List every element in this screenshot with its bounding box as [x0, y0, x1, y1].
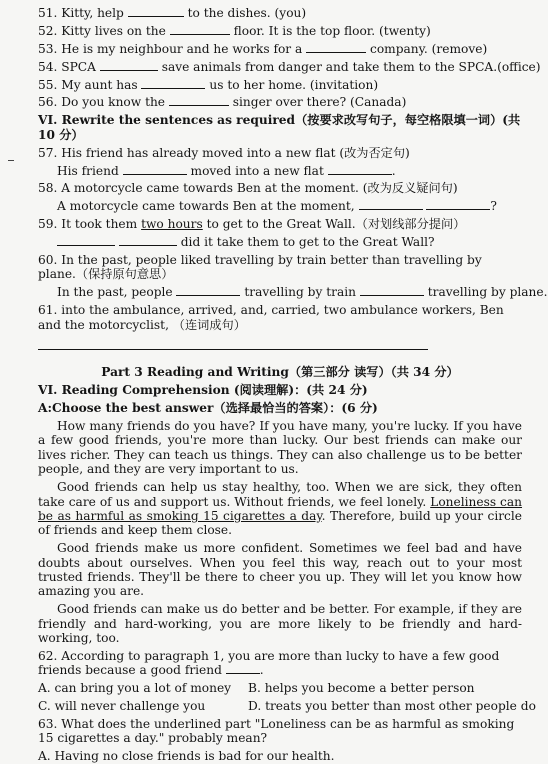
- underlined-part: Loneliness can be as harmful as smoking 15 cigarettes a day: [38, 494, 523, 523]
- part3-heading: Part 3 Reading and Writing（第三部分 读写）（共 34 分）: [101, 365, 459, 380]
- answer-blank[interactable]: [359, 199, 423, 210]
- answer-blank[interactable]: [57, 235, 115, 246]
- question-51: 51. Kitty, help to the dishes. (you): [38, 6, 307, 20]
- question-63-prompt: 63. What does the underlined part "Loneliness can be as harmful as smoking 15 cigarettes a day." probably mean?: [38, 717, 515, 746]
- question-52: 52. Kitty lives on the floor. It is the top floor. (twenty): [38, 23, 431, 38]
- section-heading-reading: VI. Reading Comprehension (阅读理解)：(共 24 分): [38, 383, 368, 398]
- option-b[interactable]: B. helps you become a better person: [248, 681, 475, 696]
- answer-blank[interactable]: [141, 78, 205, 89]
- question-61-prompt: 61. into the ambulance, arrived, and, carried, two ambulance workers, Ben and the motorcyclist, （连词成句）: [38, 303, 504, 332]
- section-heading-a: A:Choose the best answer（选择最恰当的答案）：(6 分): [38, 401, 378, 416]
- question-60-answer-line: In the past, people travelling by train travelling by plane.: [57, 285, 548, 300]
- answer-blank[interactable]: [306, 42, 366, 53]
- question-56: 56. Do you know the singer over there? (Canada): [38, 95, 407, 110]
- answer-blank[interactable]: [170, 24, 230, 35]
- answer-blank[interactable]: [123, 164, 187, 175]
- margin-mark: [8, 160, 14, 161]
- option-c[interactable]: C. will never challenge you: [38, 699, 206, 714]
- question-59-answer-line: did it take them to get to the Great Wall?: [38, 235, 522, 249]
- question-58-prompt: 58. A motorcycle came towards Ben at the moment. (改为反义疑问句): [38, 181, 458, 196]
- answer-line[interactable]: [38, 335, 428, 350]
- answer-blank[interactable]: [176, 285, 240, 296]
- question-62-options-row-2: [38, 699, 536, 714]
- question-58-answer-line: A motorcycle came towards Ben at the moment, ?: [57, 199, 497, 214]
- question-59-prompt: 59. It took them two hours to get to the Great Wall.（对划线部分提问）: [38, 217, 466, 232]
- answer-blank[interactable]: [119, 235, 177, 246]
- section-heading-rewrite: VI. Rewrite the sentences as required（按要求改写句子，每空格限填一词）(共 10 分）: [38, 113, 521, 142]
- answer-blank[interactable]: [360, 285, 424, 296]
- question-57-answer-line: His friend moved into a new flat .: [57, 163, 396, 178]
- answer-blank[interactable]: [128, 6, 184, 17]
- answer-blank[interactable]: [226, 663, 260, 674]
- question-57-prompt: 57. His friend has already moved into a new flat (改为否定句): [38, 145, 410, 160]
- passage-paragraph-1: How many friends do you have? If you have many, you're lucky. If you have a few good friends, you're more than lucky. Our best friends can make our lives richer. They can teach us things. They can also challenge us to be better people, and they are very important to us.: [38, 419, 522, 477]
- option-a[interactable]: A. Having no close friends is bad for our health.: [38, 749, 335, 764]
- underlined-part: two hours: [141, 217, 203, 232]
- question-62-prompt: 62. According to paragraph 1, you are more than lucky to have a few good friends because a good friend .: [38, 648, 500, 678]
- question-55: 55. My aunt has us to her home. (invitation): [38, 77, 379, 92]
- question-54: 54. SPCA save animals from danger and take them to the SPCA.(office): [38, 59, 541, 74]
- answer-blank[interactable]: [328, 164, 392, 175]
- answer-blank[interactable]: [100, 60, 158, 71]
- passage-paragraph-2: Good friends can help us stay healthy, too. When we are sick, they often take care of us and support us. Without friends, we feel lonely. Loneliness can be as harmful as smoking 15 cigarettes a day. Therefore, build up your circle of friends and keep them close.: [38, 480, 523, 538]
- option-a[interactable]: A. can bring you a lot of money: [38, 681, 232, 696]
- answer-blank[interactable]: [426, 199, 490, 210]
- question-53: 53. He is my neighbour and he works for a company. (remove): [38, 41, 488, 56]
- question-60-prompt: 60. In the past, people liked travelling by train better than travelling by plane.（保持原句意思）: [38, 252, 482, 282]
- passage-paragraph-4: Good friends can make us do better and be better. For example, if they are friendly and hard-working, you are more likely to be friendly and hard-working, too.: [38, 602, 522, 646]
- question-62-options-row-1: [38, 681, 522, 695]
- passage-paragraph-3: Good friends make us more confident. Sometimes we feel bad and have doubts about ourselves. When you feel this way, reach out to your most trusted friends. They'll be there to cheer you up. They will let you know how amazing you are.: [38, 541, 522, 599]
- option-d[interactable]: D. treats you better than most other people do: [248, 699, 536, 714]
- answer-blank[interactable]: [169, 95, 229, 106]
